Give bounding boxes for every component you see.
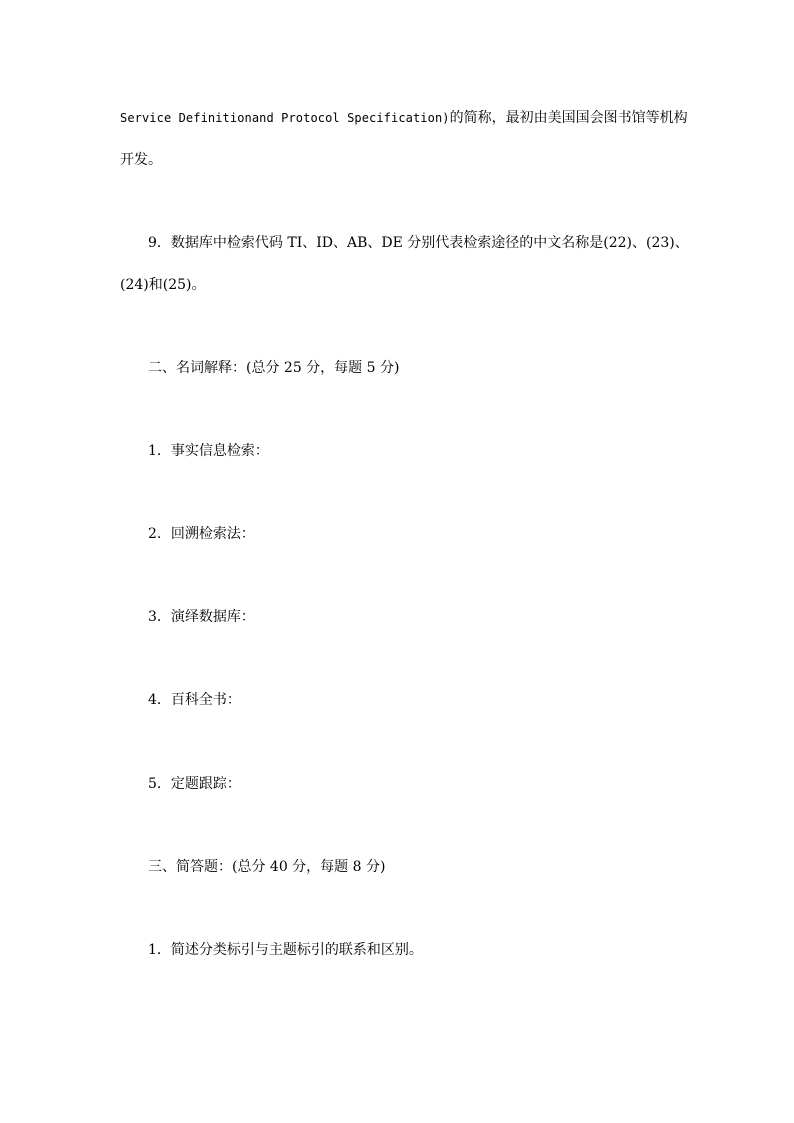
- section-3-heading: 三、简答题：(总分 40 分，每题 8 分): [148, 859, 386, 875]
- question-9-line-1: 9．数据库中检索代码 TI、ID、AB、DE 分别代表检索途径的中文名称是(22)、(23)、: [148, 235, 689, 251]
- continuation-latin-text: Service Definitionand Protocol Specification): [120, 111, 450, 125]
- question-9-line-2: (24)和(25)。: [120, 277, 206, 293]
- continuation-line-1: [120, 109, 688, 127]
- continuation-line-2: 开发。: [120, 152, 162, 168]
- section-2-item-3: 3．演绎数据库：: [148, 609, 255, 625]
- continuation-cjk-text: 的简称，最初由美国国会图书馆等机构: [449, 110, 688, 126]
- section-2-item-2: 2．回溯检索法：: [148, 526, 255, 542]
- section-3-item-1: 1．简述分类标引与主题标引的联系和区别。: [148, 942, 423, 958]
- section-2-item-4: 4．百科全书：: [148, 692, 241, 708]
- section-2-item-5: 5．定题跟踪：: [148, 776, 241, 792]
- section-2-heading: 二、名词解释：(总分 25 分，每题 5 分): [148, 360, 400, 376]
- section-2-item-1: 1．事实信息检索：: [148, 443, 269, 459]
